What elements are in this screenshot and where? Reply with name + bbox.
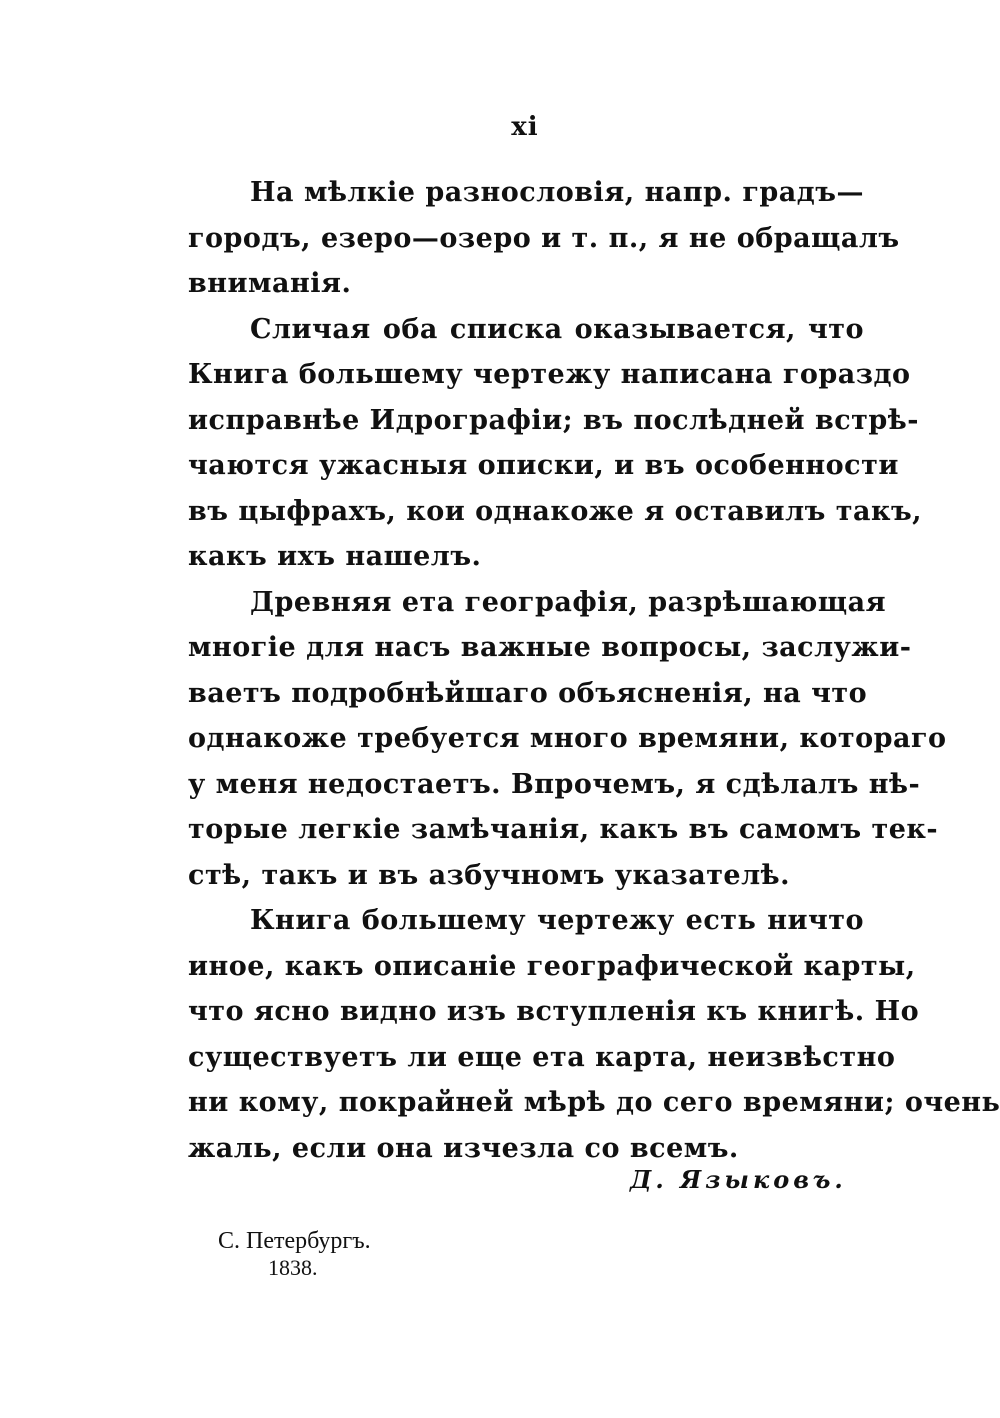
place-of-publication: С. Петербургъ. [218, 1228, 371, 1254]
text-line: Книга большему чертежу есть ничто [250, 905, 864, 936]
text-line: торые легкіе замѣчанія, какъ въ самомъ тек- [188, 814, 939, 845]
author-signature: Д. Языковъ. [630, 1165, 847, 1194]
paragraph [188, 580, 947, 899]
paragraph [188, 170, 900, 307]
text-line: стѣ, такъ и въ азбучномъ указателѣ. [188, 859, 791, 891]
page-number: xi [511, 112, 539, 142]
text-line: городъ, езеро—озеро и т. п., я не обращалъ [188, 222, 900, 254]
text-line: Древняя ета географія, разрѣшающая [250, 586, 887, 618]
text-line: существуетъ ли еще ета карта, неизвѣстно [188, 1041, 896, 1073]
publication-year: 1838. [268, 1255, 318, 1280]
text-line: Книга большему чертежу написана гораздо [188, 359, 911, 390]
text-line: однакоже требуется много времяни, котораго [188, 723, 947, 754]
paragraph [188, 898, 1000, 1171]
text-line: что ясно видно изъ вступленія къ книгѣ. Но [188, 996, 920, 1027]
text-line: многіе для насъ важные вопросы, заслужи- [188, 632, 912, 663]
text-line: ни кому, покрайней мѣрѣ до сего времяни; очень [188, 1087, 1000, 1118]
body-text [188, 170, 1000, 1171]
text-line: исправнѣе Идрографіи; въ послѣдней встрѣ- [188, 404, 919, 436]
text-line: ваетъ подробнѣйшаго объясненія, на что [188, 677, 868, 709]
text-line: какъ ихъ нашелъ. [188, 541, 482, 572]
text-line: вниманія. [188, 268, 352, 299]
text-line: На мѣлкіе разнословія, напр. градъ— [250, 177, 864, 208]
text-line: иное, какъ описаніе географической карты, [188, 950, 916, 982]
text-line: у меня недостаетъ. Впрочемъ, я сдѣлалъ нѣ- [188, 768, 921, 800]
text-line: чаются ужасныя описки, и въ особенности [188, 450, 899, 481]
text-line: жаль, если она изчезла со всемъ. [188, 1132, 739, 1164]
text-line: Сличая оба списка оказывается, что [250, 313, 864, 345]
paragraph [188, 307, 923, 580]
text-line: въ цыфрахъ, кои однакоже я оставилъ такъ, [188, 495, 923, 527]
